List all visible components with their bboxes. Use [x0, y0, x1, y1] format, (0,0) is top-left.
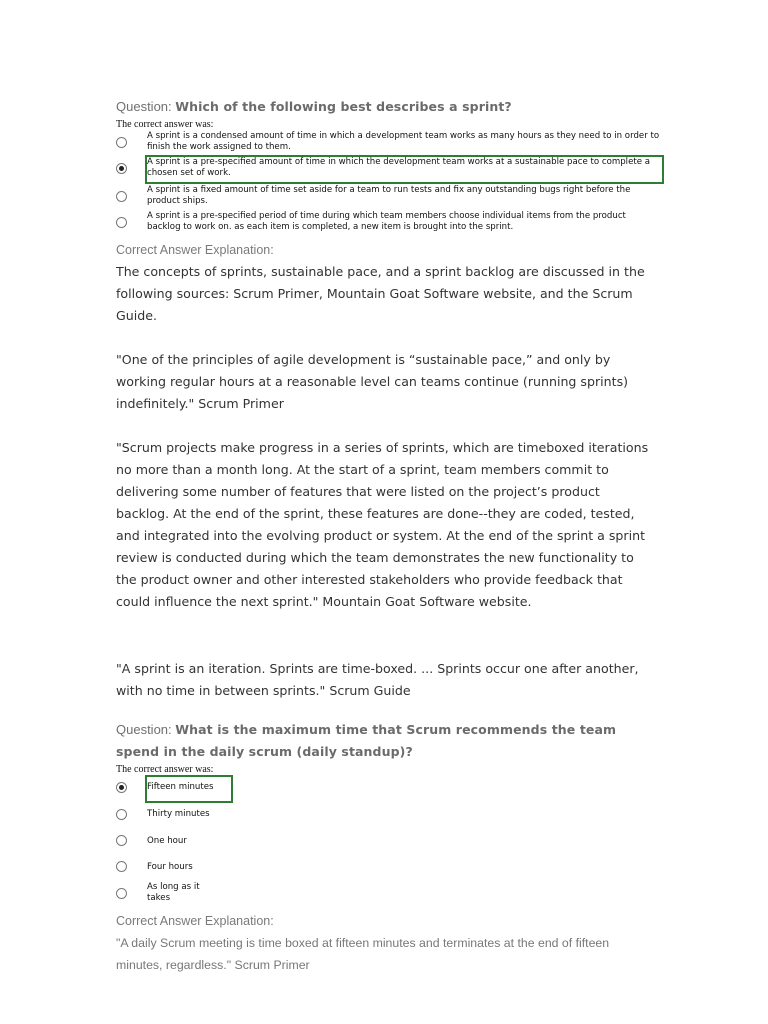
question-2-correct-label: The correct answer was: [116, 764, 214, 775]
q2-correct-answer-highlight [145, 775, 233, 803]
q2-option-5-text: As long as it takes [147, 882, 200, 903]
q2-option-4-radio[interactable] [116, 861, 127, 872]
q2-option-3-radio[interactable] [116, 835, 127, 846]
q1-option-3-radio[interactable] [116, 191, 127, 202]
q2-explanation-para-1: "A daily Scrum meeting is time boxed at fifteen minutes and terminates at the end of fifteen minutes, regardless." Scrum Primer [116, 936, 610, 972]
q2-option-1-radio[interactable] [116, 782, 127, 793]
q1-option-2-radio[interactable] [116, 163, 127, 174]
question-1-prefix: Question: [116, 99, 176, 114]
q1-option-1-text: A sprint is a condensed amount of time in which a development team works as many hours as they need to in order to finish the work assigned to them. [147, 131, 660, 152]
q1-option-1[interactable] [116, 131, 676, 157]
q1-option-4-radio[interactable] [116, 217, 127, 228]
q2-option-3[interactable] [116, 835, 676, 861]
q2-option-5-radio[interactable] [116, 888, 127, 899]
q1-option-2-text: A sprint is a pre-specified amount of time in which the development team works at a sustainable pace to complete a chosen set of work. [147, 157, 651, 178]
q1-option-3[interactable] [116, 185, 676, 211]
question-1-text: Which of the following best describes a sprint? [175, 99, 512, 114]
q2-option-2[interactable] [116, 808, 676, 834]
q2-option-2-text: Thirty minutes [147, 809, 210, 819]
question-1 [116, 96, 656, 118]
question-2-text: What is the maximum time that Scrum recommends the team spend in the daily scrum (daily standup)? [116, 722, 617, 759]
q1-explanation-para-3: "Scrum projects make progress in a series of sprints, which are timeboxed iterations no more than a month long. At the start of a sprint, team members commit to delivering some number of features that were listed on the project’s product backlog. At the end of the sprint, these features are done--they are coded, tested, and integrated into the evolving product or system. At the end of the sprint a sprint review is conducted during which the team demonstrates the new functionality to the product owner and other interested stakeholders who provide feedback that could influence the next sprint." Mountain Goat Software website. [116, 440, 649, 609]
q1-option-4-text: A sprint is a pre-specified period of time during which team members choose individual items from the product backlog to work on. as each item is completed, a new item is brought into the sprint. [147, 211, 626, 232]
q2-explanation-label: Correct Answer Explanation: [116, 914, 274, 928]
q2-option-3-text: One hour [147, 836, 187, 846]
q2-option-4-text: Four hours [147, 862, 193, 872]
q1-explanation-para-2: "One of the principles of agile development is “sustainable pace,” and only by working regular hours at a reasonable level can teams continue (running sprints) indefinitely." Scrum Primer [116, 352, 629, 411]
q1-explanation-label: Correct Answer Explanation: [116, 243, 274, 257]
q1-option-4[interactable] [116, 211, 676, 237]
q1-option-3-text: A sprint is a fixed amount of time set aside for a team to run tests and fix any outstanding bugs right before the product ships. [147, 185, 631, 206]
q2-option-1-text: Fifteen minutes [147, 782, 214, 792]
q2-option-5[interactable] [116, 882, 676, 908]
question-2 [116, 719, 656, 763]
q1-option-1-radio[interactable] [116, 137, 127, 148]
question-2-prefix: Question: [116, 722, 176, 737]
q1-correct-answer-highlight [145, 155, 664, 184]
q1-explanation-para-4: "A sprint is an iteration. Sprints are time-boxed. ... Sprints occur one after another, with no time in between sprints." Scrum Guide [116, 661, 639, 698]
q2-option-2-radio[interactable] [116, 809, 127, 820]
question-1-correct-label: The correct answer was: [116, 119, 214, 130]
q1-explanation-para-1: The concepts of sprints, sustainable pace, and a sprint backlog are discussed in the following sources: Scrum Primer, Mountain Goat Software website, and the Scrum Guide. [116, 264, 645, 323]
